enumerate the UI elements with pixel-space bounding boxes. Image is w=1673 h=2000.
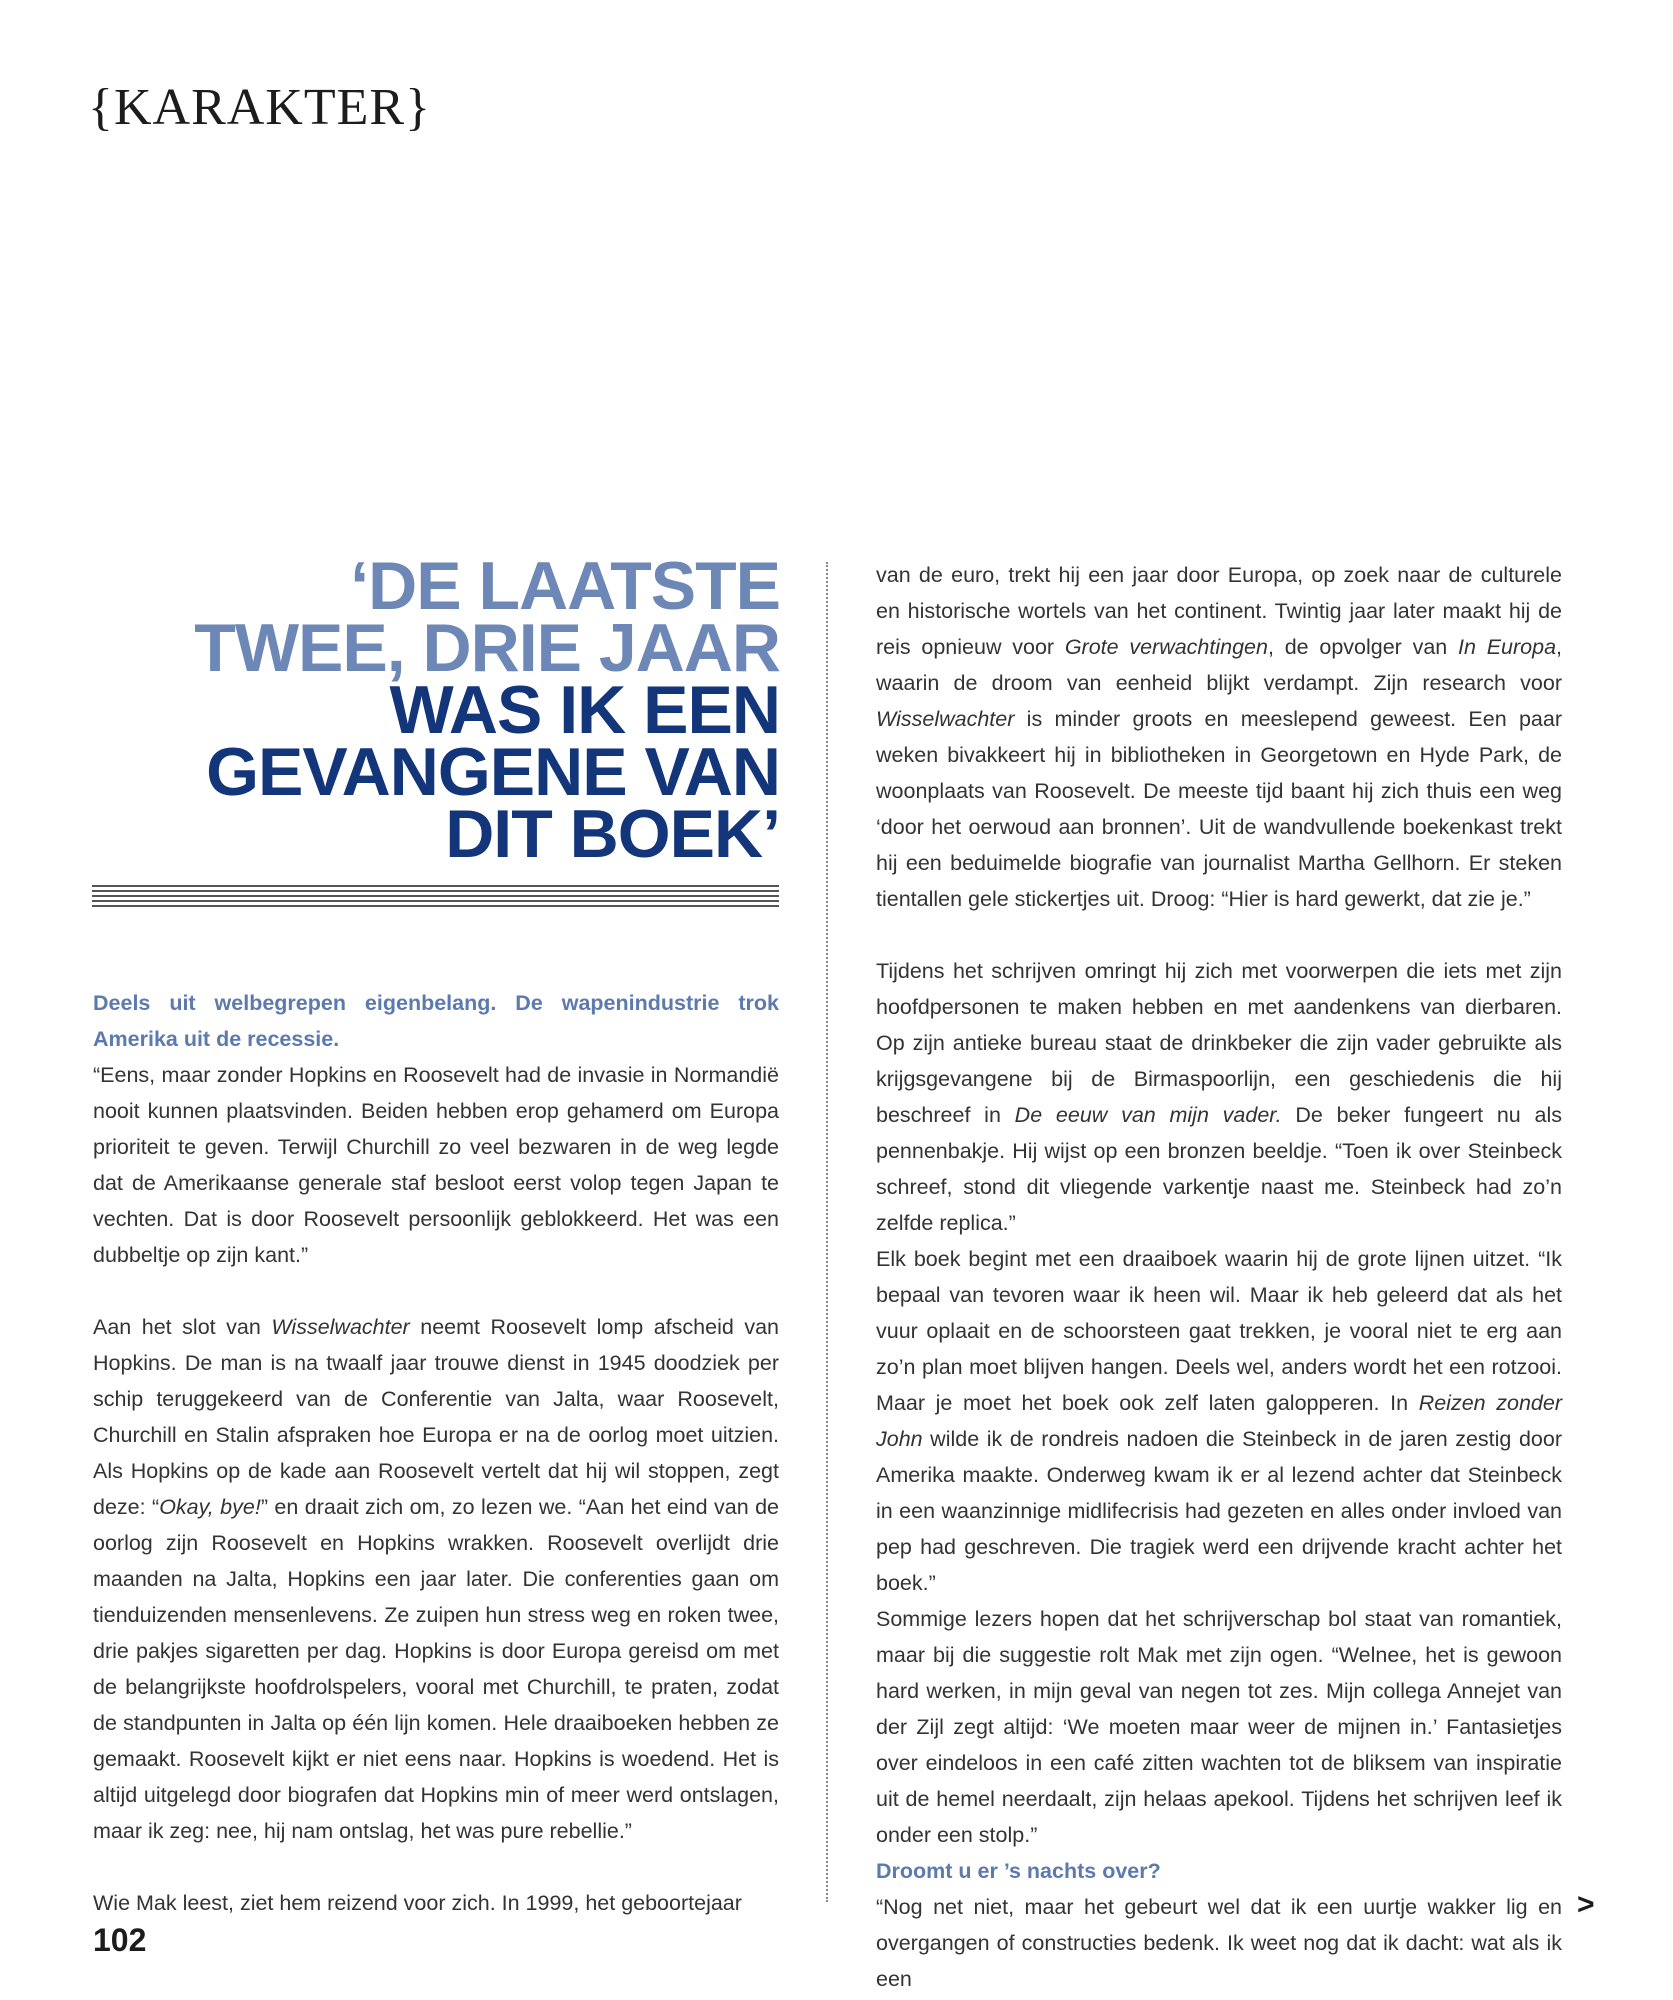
book-title: Wisselwachter (271, 1315, 410, 1339)
book-title: De eeuw van mijn vader. (1014, 1103, 1282, 1127)
text-run: wilde ik de rondreis nadoen die Steinbeck in de jaren zestig door Amerika maakte. Onderweg kwam ik er al lezend achter dat Steinbeck in een waanzinnige midlifecrisis had gezeten en alles onder invloed van pep had geschreven. Die tragiek werd een drijvende kracht achter het boek.” (876, 1427, 1562, 1595)
text-run: van de euro, trekt hij een jaar door Europa, op zoek naar de culturele en historische wortels van het continent. Twintig jaar later maakt hij de reis opnieuw voor (876, 563, 1562, 659)
body-paragraph (93, 1309, 779, 1849)
decorative-rules (92, 885, 779, 907)
text-run: is minder groots en meeslepend geweest. Een paar weken bivakkeert hij in bibliotheken in Georgetown en Hyde Park, de woonplaats van Roosevelt. De meeste tijd baant hij zich thuis een weg ‘door het oerwoud aan bronnen’. Uit de wandvullende boekenkast trekt hij een beduimelde biografie van journalist Martha Gellhorn. Er steken tientallen gele stickertjes uit. Droog: “Hier is hard gewerkt, dat zie je.” (876, 707, 1562, 911)
text-run: , de opvolger van (1267, 635, 1459, 659)
left-column (93, 985, 779, 1921)
paragraph-gap (876, 917, 1562, 953)
book-title: In Europa (1458, 635, 1557, 659)
text-run: neemt Roosevelt lomp afscheid van Hopkins. De man is na twaalf jaar trouwe dienst in 1945 doodziek per schip teruggekeerd van de Conferentie van Jalta, waar Roosevelt, Churchill en Stalin afspraken hoe Europa er na de oorlog moet uitzien. Als Hopkins op de kade aan Roosevelt vertelt dat hij wil stoppen, zegt deze: “ (93, 1315, 779, 1519)
interview-question: Droomt u er ’s nachts over? (876, 1859, 1161, 1883)
column-divider (826, 562, 828, 1902)
section-label: {KARAKTER} (88, 79, 432, 136)
body-paragraph (876, 1241, 1562, 1601)
paragraph-gap (93, 1849, 779, 1885)
pull-quote-line: ‘DE LAATSTE (350, 548, 780, 624)
right-column (876, 557, 1562, 1997)
body-paragraph: Sommige lezers hopen dat het schrijverschap bol staat van romantiek, maar bij die suggestie rolt Mak met zijn ogen. “Welnee, het is gewoon hard werken, in mijn geval van negen tot zes. Mijn collega Annejet van der Zijl zegt altijd: ‘We moeten maar weer de mijnen in.’ Fantasietjes over eindeloos in een café zitten wachten tot de bliksem van inspiratie uit de hemel neerdaalt, zijn helaas apekool. Tijdens het schrijven leef ik onder een stolp.” (876, 1607, 1562, 1847)
text-run: Aan het slot van (93, 1315, 272, 1339)
pull-quote-line: DIT BOEK’ (445, 796, 780, 872)
body-paragraph: Wie Mak leest, ziet hem reizend voor zich. In 1999, het geboortejaar (93, 1891, 742, 1915)
answer-paragraph: “Nog net niet, maar het gebeurt wel dat ik een uurtje wakker lig en overgangen of constructies bedenk. Ik weet nog dat ik dacht: wat als ik een (876, 1895, 1562, 1991)
text-run: Elk boek begint met een draaiboek waarin hij de grote lijnen uitzet. “Ik bepaal van tevoren waar ik heen wil. Maar ik heb geleerd dat als het vuur oplaait en de schoorsteen gaat trekken, je vooral niet te erg aan zo’n plan moet blijven hangen. Deels wel, anders wordt het een rotzooi. Maar je moet het boek ook zelf laten galopperen. In (876, 1247, 1562, 1415)
page-number: 102 (93, 1922, 147, 1958)
pull-quote (90, 548, 780, 872)
book-title: Grote verwachtingen (1064, 635, 1268, 659)
body-paragraph (876, 953, 1562, 1241)
interview-question: Deels uit welbegrepen eigenbelang. De wapenindustrie trok Amerika uit de recessie. (93, 991, 779, 1051)
pull-quote-line: WAS IK EEN (389, 672, 780, 748)
continue-arrow-icon: > (1577, 1888, 1595, 1921)
pull-quote-line: GEVANGENE VAN (206, 734, 780, 810)
pull-quote-line: TWEE, DRIE JAAR (194, 610, 780, 686)
book-title: Wisselwachter (876, 707, 1015, 731)
paragraph-gap (93, 1273, 779, 1309)
text-run: , waarin de droom van eenheid blijkt verdampt. Zijn research voor (876, 635, 1563, 695)
quote-italic: Okay, bye! (159, 1495, 261, 1519)
book-title: Reizen zonder John (876, 1391, 1562, 1451)
body-paragraph (876, 557, 1562, 917)
answer-paragraph: “Eens, maar zonder Hopkins en Roosevelt had de invasie in Normandië nooit kunnen plaatsvinden. Beiden hebben erop gehamerd om Europa prioriteit te geven. Terwijl Churchill zo veel bezwaren in de weg legde dat de Amerikaanse generale staf besloot eerst volop tegen Japan te vechten. Dat is door Roosevelt persoonlijk geblokkeerd. Het was een dubbeltje op zijn kant.” (93, 1063, 779, 1267)
text-run: Tijdens het schrijven omringt hij zich met voorwerpen die iets met zijn hoofdpersonen te maken hebben en met aandenkens van dierbaren. Op zijn antieke bureau staat de drinkbeker die zijn vader gebruikte als krijgsgevangene bij de Birmaspoorlijn, een geschiedenis die hij beschreef in (876, 959, 1562, 1127)
text-run: De beker fungeert nu als pennenbakje. Hij wijst op een bronzen beeldje. “Toen ik over Steinbeck schreef, stond dit vliegende varkentje naast me. Steinbeck had zo’n zelfde replica.” (876, 1103, 1562, 1235)
text-run: ” en draait zich om, zo lezen we. “Aan het eind van de oorlog zijn Roosevelt en Hopkins wrakken. Roosevelt overlijdt drie maanden na Jalta, Hopkins een jaar later. Die conferenties gaan om tienduizenden mensenlevens. Ze zuipen hun stress weg en roken twee, drie pakjes sigaretten per dag. Hopkins is door Europa gereisd om met de belangrijkste hoofdrolspelers, vooral met Churchill, te praten, zodat de standpunten in Jalta op één lijn komen. Hele draaiboeken hebben ze gemaakt. Roosevelt kijkt er niet eens naar. Hopkins is woedend. Het is altijd uitgelegd door biografen dat Hopkins min of meer werd ontslagen, maar ik zeg: nee, hij nam ontslag, het was pure rebellie.” (93, 1495, 779, 1843)
